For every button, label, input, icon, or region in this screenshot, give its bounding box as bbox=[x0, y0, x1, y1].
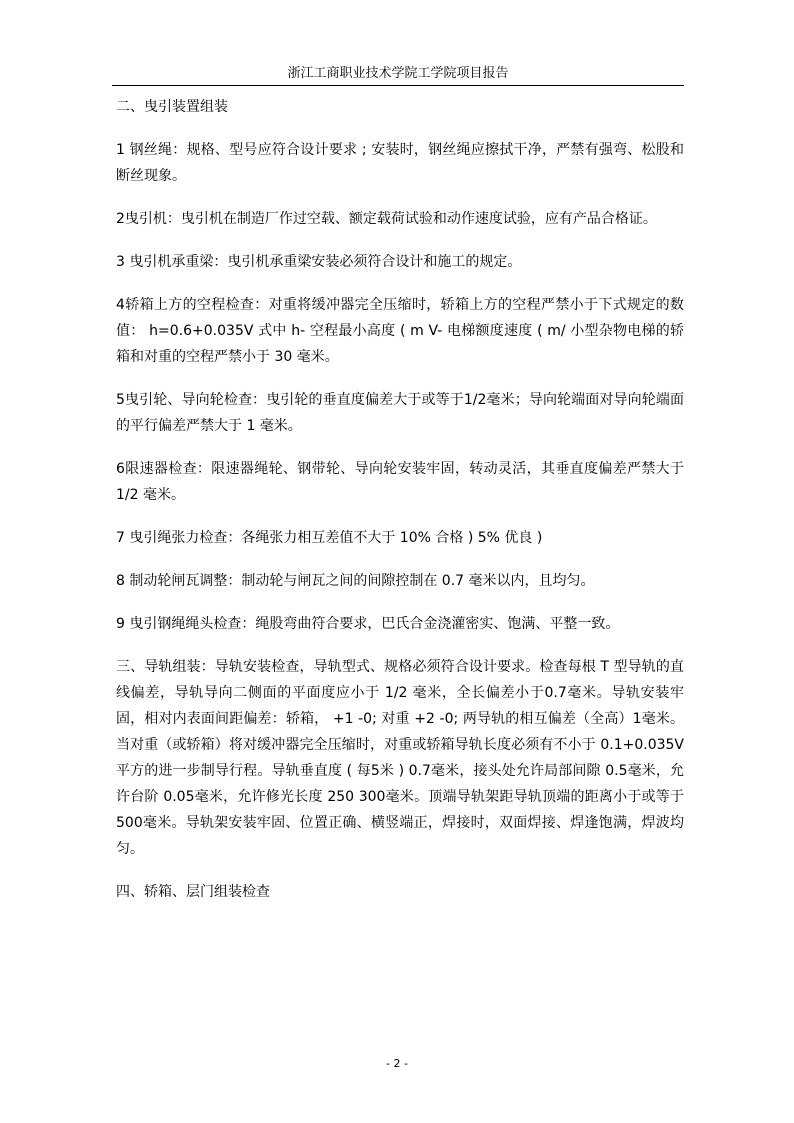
paragraph-clearance-check: 4轿箱上方的空程检查：对重将缓冲器完全压缩时，轿箱上方的空程严禁小于下式规定的数值： h=0.6+0.035V 式中 h- 空程最小高度 ( m V- 电梯额度速度 ( m/ 小型杂物电梯的轿箱和对重的空程严禁小于 30 毫米。 bbox=[116, 297, 684, 365]
paragraph-guide-rail: 三、导轨组装：导轨安装检查，导轨型式、规格必须符合设计要求。检查每根 T 型导轨的直线偏差，导轨导向二侧面的平面度应小于 1/2 毫米，全长偏差小于0.7毫米。导轨安装牢固，相对内表面间距偏差：轿箱， +1 -0; 对重 +2 -0; 两导轨的相互偏差（全高）1毫米。当对重（或轿箱）将对缓冲器完全压缩时，对重或轿箱导轨长度必须有不小于 0.1+0.035V 平方的进一步制导行程。导轨垂直度 ( 每5米 ) 0.7毫米，接头处允许局部间隙 0.5毫米，允许台阶 0.05毫米，允许修光长度 250 300毫米。顶端导轨架距导轨顶端的距离小于或等于500毫米。导轨架安装牢固、位置正确、横竖端正，焊接时，双面焊接、焊逢饱满，焊波均匀。 bbox=[116, 659, 684, 857]
paragraph-wire-rope: 1 钢丝绳：规格、型号应符合设计要求 ; 安装时，钢丝绳应擦拭干净，严禁有强弯、松股和断丝现象。 bbox=[116, 142, 684, 184]
paragraph-sheave-check: 5曳引轮、导向轮检查：曳引轮的垂直度偏差大于或等于1/2毫米；导向轮端面对导向轮端面的平行偏差严禁大于 1 毫米。 bbox=[116, 392, 684, 434]
paragraph-rope-tension: 7 曳引绳张力检查：各绳张力相互差值不大于 10% 合格 ) 5% 优良 ) bbox=[116, 530, 543, 546]
header-divider bbox=[112, 85, 684, 86]
paragraph-rope-end: 9 曳引钢绳绳头检查：绳股弯曲符合要求，巴氏合金浇灌密实、饱满、平整一致。 bbox=[116, 616, 620, 632]
document-body bbox=[116, 94, 684, 922]
page-number: - 2 - bbox=[386, 1057, 408, 1070]
section-heading-traction: 二、曳引装置组装 bbox=[116, 99, 228, 115]
paragraph-brake-adjust: 8 制动轮闸瓦调整：制动轮与闸瓦之间的间隙控制在 0.7 毫米以内，且均匀。 bbox=[116, 573, 595, 589]
page-header-title: 浙江工商职业技术学院工学院项目报告 bbox=[287, 66, 509, 81]
section-heading-car-door: 四、轿箱、层门组装检查 bbox=[116, 884, 270, 900]
paragraph-traction-machine: 2曳引机：曳引机在制造厂作过空载、额定载荷试验和动作速度试验，应有产品合格证。 bbox=[116, 211, 657, 227]
paragraph-load-beam: 3 曳引机承重梁：曳引机承重梁安装必须符合设计和施工的规定。 bbox=[116, 254, 522, 270]
paragraph-governor-check: 6限速器检查：限速器绳轮、钢带轮、导向轮安装牢固，转动灵活，其垂直度偏差严禁大于 1/2 毫米。 bbox=[116, 461, 684, 503]
